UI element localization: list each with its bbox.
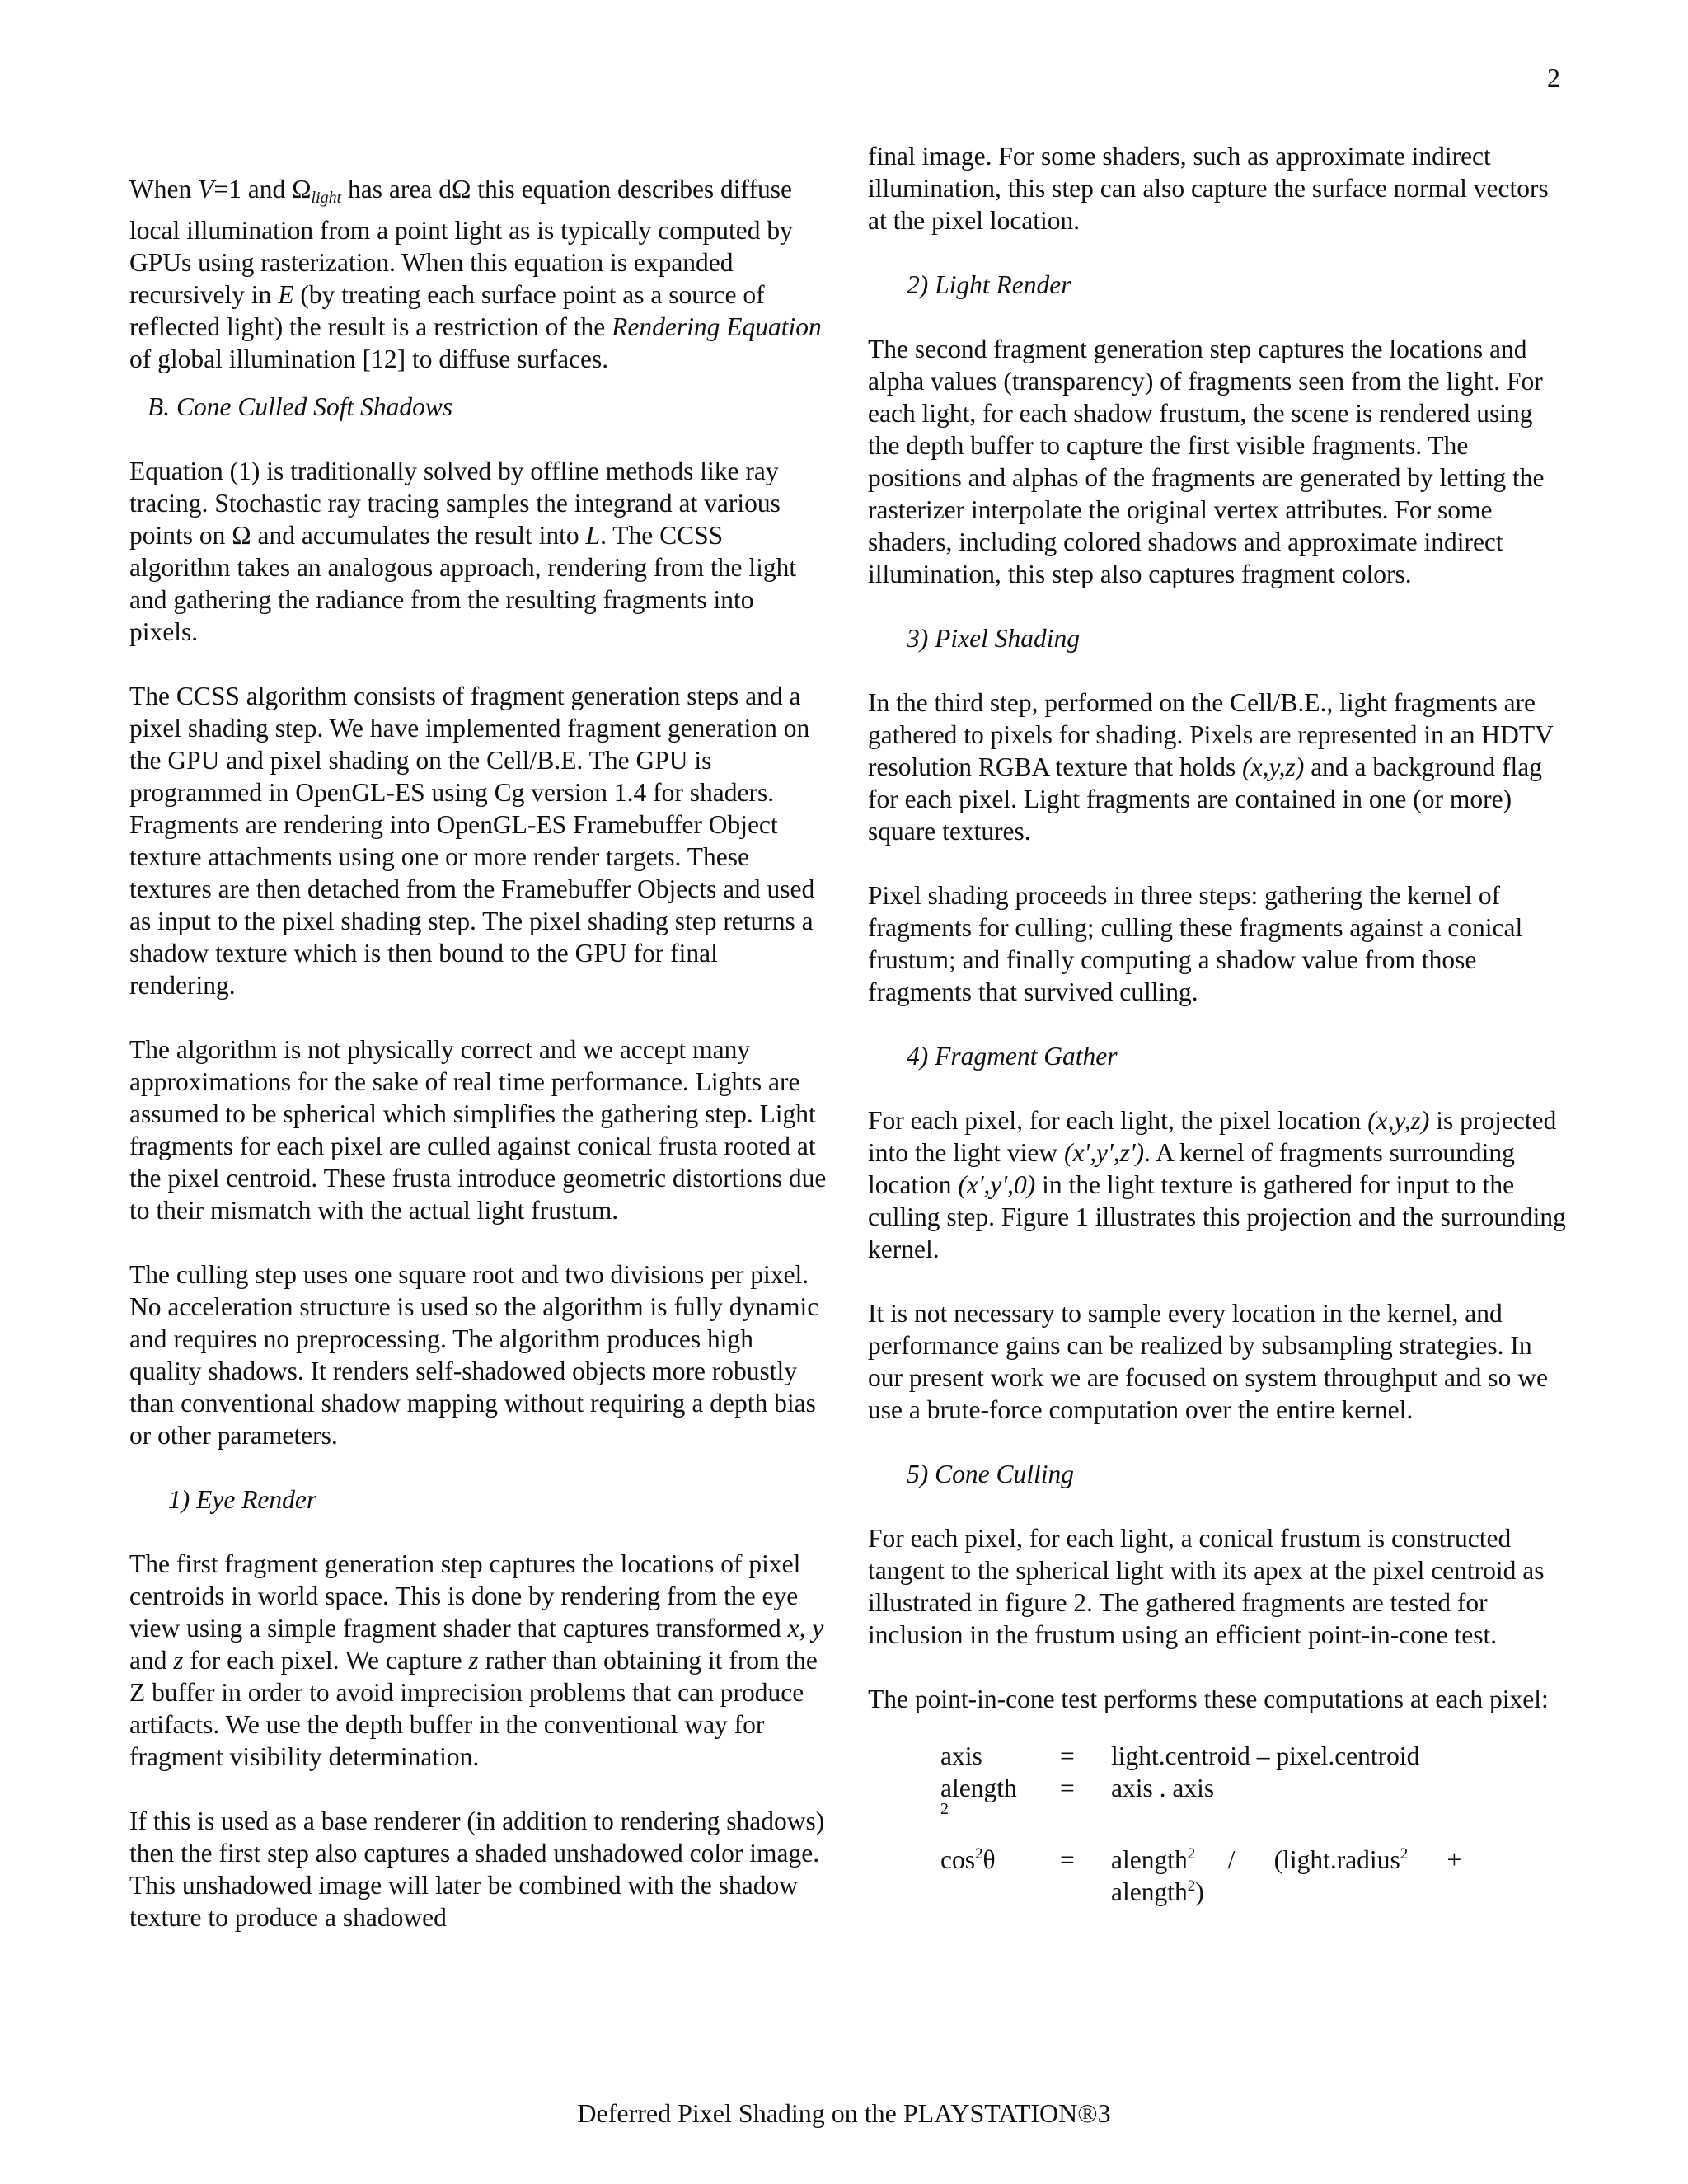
var-xyz-prime: (x',y',z')	[1063, 1138, 1145, 1167]
text: and a background flag for each pixel. Light fragments are contained in one (or more) square textures.	[868, 752, 1542, 846]
subsection-heading-light-render: 2) Light Render	[907, 270, 1071, 299]
eq-sign: =	[1060, 1741, 1075, 1770]
page-number: 2	[1547, 63, 1560, 92]
text: / (light.radius	[1195, 1845, 1400, 1874]
var-l: L	[585, 521, 601, 550]
subsection-heading-eye-render: 1) Eye Render	[168, 1485, 317, 1514]
text: alength	[1111, 1845, 1188, 1874]
page-footer: Deferred Pixel Shading on the PLAYSTATION®3	[577, 2098, 1111, 2128]
paragraph-illumination	[129, 173, 828, 375]
subsection-heading-fragment-gather: 4) Fragment Gather	[907, 1042, 1118, 1071]
var-xy0-prime: (x',y',0)	[958, 1170, 1036, 1199]
text: and	[129, 1646, 174, 1675]
subsection-heading-cone-culling: 5) Cone Culling	[907, 1460, 1074, 1488]
eq-lhs	[940, 1772, 1060, 1819]
superscript: 2	[1187, 1845, 1196, 1863]
text: For each pixel, for each light, the pixel location	[868, 1106, 1368, 1135]
subsection-heading-pixel-shading: 3) Pixel Shading	[907, 624, 1080, 653]
paragraph-approximations: The algorithm is not physically correct and we accept many approximations for the sake of real time performance. Lights are assumed to be spherical which simplifies the gathering step. Light fragments for each pixel are culled against conical frusta rooted at the pixel centroid. These frusta introduce geometric distortions due to their mismatch with the actual light frustum.	[129, 1035, 827, 1225]
left-column	[129, 132, 828, 1966]
text: rather than obtaining it from the Z buffer in order to avoid imprecision problems that can produce artifacts. We use the depth buffer in the conventional way for fragment visibility determination.	[129, 1646, 818, 1771]
paragraph-cone-culling: For each pixel, for each light, a conical frustum is constructed tangent to the spherical light with its apex at the pixel centroid as illustrated in figure 2. The gathered fragments are tested for inclusion in the frustum using an efficient point-in-cone test.	[868, 1524, 1545, 1649]
var-xyz: (x,y,z)	[1367, 1106, 1430, 1135]
text: for each pixel. We capture	[183, 1646, 469, 1675]
paragraph-subsampling: It is not necessary to sample every location in the kernel, and performance gains can be realized by subsampling strategies. In our present work we are focused on system throughput and so we use a brute-force computation over the entire kernel.	[868, 1299, 1548, 1424]
eq-rhs	[1111, 1844, 1567, 1908]
text: )	[1195, 1877, 1204, 1906]
text: In the third step, performed on the Cell/B.E., light fragments are gathered to pixels for shading. Pixels are represented in an HDTV resolution RGBA texture that holds	[868, 688, 1554, 781]
paragraph-eye-render	[129, 1548, 828, 1773]
text: of global illumination [12] to diffuse surfaces.	[129, 344, 609, 373]
eq-sign: =	[1060, 1845, 1075, 1874]
eq-sign: =	[1060, 1774, 1075, 1802]
equation-alength	[940, 1772, 1567, 1819]
paragraph-pixel-shading	[868, 687, 1567, 847]
paragraph-light-render: The second fragment generation step captures the locations and alpha values (transparency) of fragments seen from the light. For each light, for each shadow frustum, the scene is rendered using the depth buffer to capture the first visible fragments. The positions and alphas of the fragments are generated by letting the rasterizer interpolate the original vertex attributes. For some shaders, including colored shadows and approximate indirect illumination, this step also captures fragment colors.	[868, 335, 1545, 588]
paragraph-base-renderer: If this is used as a base renderer (in addition to rendering shadows) then the first step also captures a shaded unshadowed color image. This unshadowed image will later be combined with the shadow texture to produce a shadowed	[129, 1807, 825, 1932]
eq-rhs: light.centroid – pixel.centroid	[1111, 1741, 1420, 1770]
paragraph-ccss-steps: The CCSS algorithm consists of fragment generation steps and a pixel shading step. We have implemented fragment generation on the GPU and pixel shading on the Cell/B.E. The GPU is programmed in OpenGL-ES using Cg version 1.4 for shaders. Fragments are rendering into OpenGL-ES Framebuffer Object texture attachments using one or more render targets. These textures are then detached from the Framebuffer Objects and used as input to the pixel shading step. The pixel shading step returns a shadow texture which is then bound to the GPU for final rendering.	[129, 682, 815, 1000]
superscript: 2	[975, 1845, 983, 1863]
superscript: 2	[1400, 1845, 1409, 1863]
section-heading-b: B. Cone Culled Soft Shadows	[148, 392, 453, 421]
text: has area dΩ this equation describes diffuse local illumination from a point light as is typically computed by GPUs using rasterization. When this equation is expanded recursively in	[129, 175, 793, 309]
eq-lhs: axis	[940, 1741, 982, 1770]
text: . A kernel of fragments surrounding location	[868, 1138, 1515, 1199]
var-z: z	[468, 1646, 479, 1675]
var-e: E	[278, 280, 294, 309]
text: When	[129, 175, 199, 204]
eq-rhs: axis . axis	[1111, 1774, 1215, 1802]
text: cos	[940, 1845, 975, 1874]
eq-lhs	[940, 1844, 1060, 1908]
text: Equation (1) is traditionally solved by offline methods like ray tracing. Stochastic ray tracing samples the integrand at various points on Ω and accumulates the result into	[129, 457, 781, 550]
right-column	[868, 140, 1567, 1908]
text: =1 and Ω	[213, 175, 312, 204]
paragraph-three-steps: Pixel shading proceeds in three steps: gathering the kernel of fragments for culling; culling these fragments against a conical frustum; and finally computing a shadow value from those fragments that survived culling.	[868, 881, 1523, 1006]
paragraph-equation-1	[129, 455, 828, 648]
var-xyz: (x,y,z)	[1242, 752, 1305, 781]
text: is projected into the light view	[868, 1106, 1557, 1167]
var-v: V	[198, 175, 214, 204]
equation-block	[940, 1740, 1567, 1908]
paragraph-final-image: final image. For some shaders, such as approximate indirect illumination, this step can also capture the surface normal vectors at the pixel location.	[868, 142, 1549, 235]
text: alength	[940, 1774, 1017, 1802]
theta: θ	[982, 1845, 996, 1874]
equation-cos	[940, 1844, 1567, 1908]
paragraph-point-in-cone: The point-in-cone test performs these computations at each pixel:	[868, 1685, 1549, 1713]
text: (by treating each surface point as a source of reflected light) the result is a restriction of the	[129, 280, 765, 341]
subscript-light: light	[311, 189, 342, 207]
superscript: 2	[1187, 1877, 1196, 1895]
var-xy: x, y	[787, 1614, 824, 1643]
paragraph-culling-step: The culling step uses one square root and two divisions per pixel. No acceleration structure is used so the algorithm is fully dynamic and requires no preprocessing. The algorithm produces high quality shadows. It renders self-shadowed objects more robustly than conventional shadow mapping without requiring a depth bias or other parameters.	[129, 1260, 819, 1450]
text: in the light texture is gathered for input to the culling step. Figure 1 illustrates this projection and the surrounding kernel.	[868, 1170, 1566, 1263]
paragraph-fragment-gather	[868, 1104, 1567, 1265]
equation-axis	[940, 1740, 1567, 1772]
eq-lhs-wrap: 2	[940, 1800, 949, 1818]
text: The first fragment generation step captures the locations of pixel centroids in world space. This is done by rendering from the eye view using a simple fragment shader that captures transformed	[129, 1549, 801, 1643]
text: . The CCSS algorithm takes an analogous approach, rendering from the light and gathering the radiance from the resulting fragments into pixels.	[129, 521, 797, 646]
var-z: z	[173, 1646, 184, 1675]
text: + alength	[1111, 1845, 1475, 1906]
rendering-equation: Rendering Equation	[612, 312, 822, 341]
